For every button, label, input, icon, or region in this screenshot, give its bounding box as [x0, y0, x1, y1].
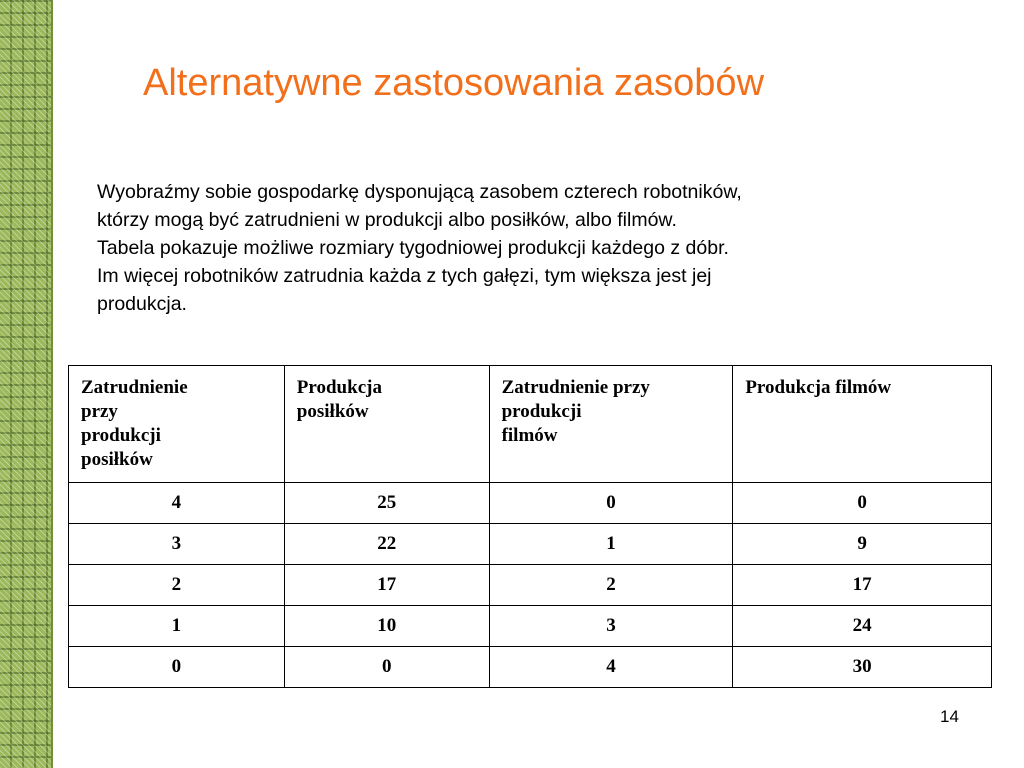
header-film-production [733, 366, 992, 483]
table-row [69, 606, 992, 647]
header-line: posiłków [296, 401, 369, 422]
table-cell: 4 [489, 647, 733, 688]
table-cell: 10 [284, 606, 489, 647]
paragraph-line: Im więcej robotników zatrudnia każda z tych gałęzi, tym większa jest jej [97, 265, 712, 287]
table-row [69, 483, 992, 524]
table-cell: 0 [284, 647, 489, 688]
table-cell: 2 [489, 565, 733, 606]
header-line: Produkcja [296, 377, 382, 398]
table-cell: 9 [733, 524, 992, 565]
table-cell: 1 [69, 606, 285, 647]
table-cell: 30 [733, 647, 992, 688]
table-row [69, 524, 992, 565]
header-line: przy [81, 401, 118, 422]
paragraph-line: Tabela pokazuje możliwe rozmiary tygodniowej produkcji każdego z dóbr. [97, 237, 729, 259]
paragraph-line: produkcja. [97, 293, 187, 315]
table-cell: 3 [489, 606, 733, 647]
slide-title: Alternatywne zastosowania zasobów [143, 62, 765, 104]
intro-paragraph [97, 178, 977, 318]
table-cell: 17 [284, 565, 489, 606]
header-line: Produkcja filmów [745, 377, 892, 398]
header-film-workers [489, 366, 733, 483]
table-cell: 1 [489, 524, 733, 565]
header-line: posiłków [81, 449, 153, 470]
decorative-side-band [0, 0, 53, 768]
table-cell: 2 [69, 565, 285, 606]
paragraph-line: Wyobraźmy sobie gospodarkę dysponującą zasobem czterech robotników, [97, 181, 742, 203]
table-cell: 24 [733, 606, 992, 647]
page-number: 14 [940, 707, 959, 726]
table-cell: 3 [69, 524, 285, 565]
table-cell: 4 [69, 483, 285, 524]
table-cell: 0 [489, 483, 733, 524]
header-meal-production [284, 366, 489, 483]
production-table [68, 365, 992, 688]
table-cell: 22 [284, 524, 489, 565]
paragraph-line: którzy mogą być zatrudnieni w produkcji albo posiłków, albo filmów. [97, 209, 677, 231]
table-cell: 25 [284, 483, 489, 524]
table-row [69, 565, 992, 606]
header-line: Zatrudnienie przy [501, 377, 650, 398]
table-cell: 0 [69, 647, 285, 688]
header-line: filmów [501, 425, 558, 446]
table-cell: 0 [733, 483, 992, 524]
header-line: produkcji [501, 401, 582, 422]
table-row [69, 647, 992, 688]
table-cell: 17 [733, 565, 992, 606]
header-line: Zatrudnienie [81, 377, 188, 398]
header-meal-workers [69, 366, 285, 483]
table-header-row [69, 366, 992, 483]
header-line: produkcji [81, 425, 161, 446]
